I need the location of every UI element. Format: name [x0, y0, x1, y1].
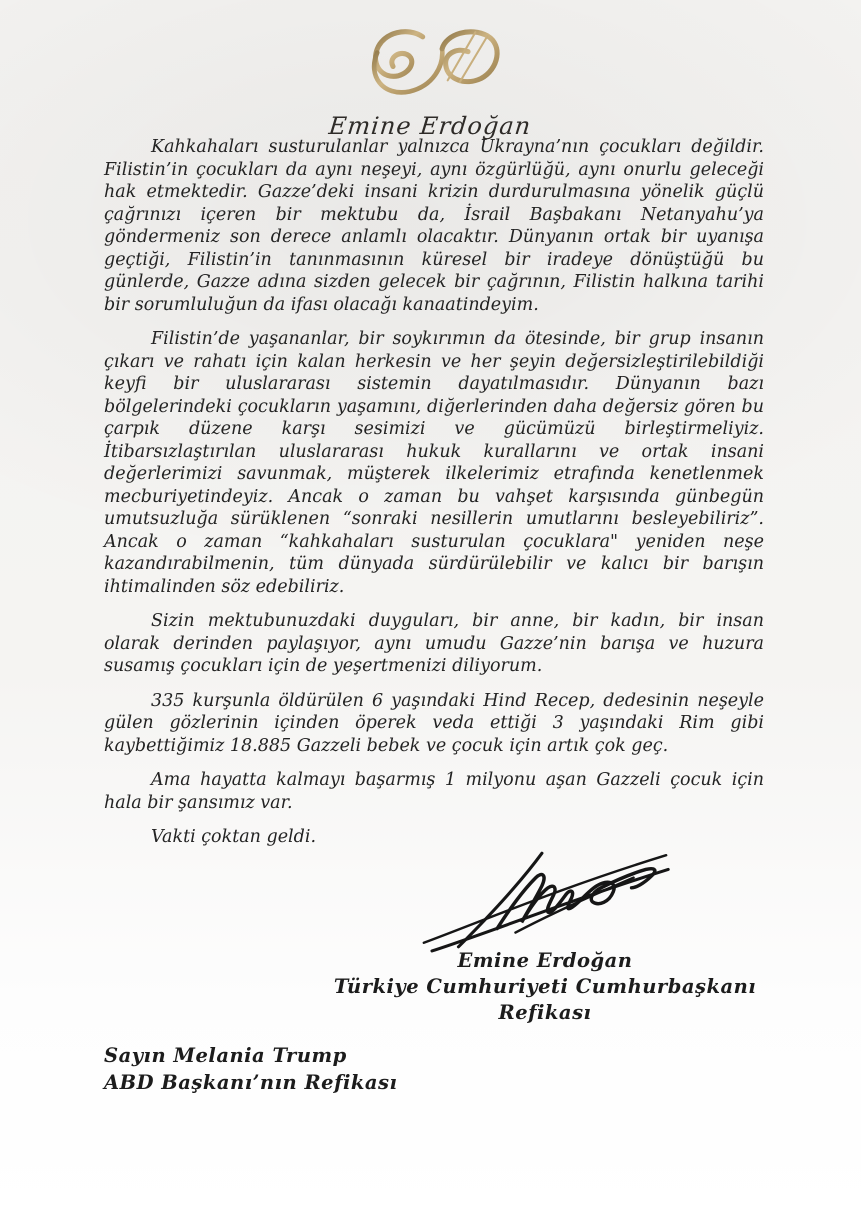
letter-paragraph: Filistin’de yaşananlar, bir soykırımın da ötesinde, bir grup insanın çıkarı ve rahatı için kalan herkesin ve her şeyin değersizleştirilebildiği keyfi bir uluslararası sistemin dayatılmasıdır. Dünyanın bazı bölgelerindeki çocukların yaşamını, diğerlerinden daha değersiz gören bu çarpık düzene karşı sesimizi ve gücümüzü birleştirmeliyiz. İtibarsızlaştırılan uluslararası hukuk kurallarını ve ortak insani değerlerimizi savunmak, müşterek ilkelerimiz etrafında kenetlenmek mecburiyetindeyiz. Ancak o zaman bu vahşet karşısında günbegün umutsuzluğa sürüklenen “sonraki nesillerin umutlarını besleyebiliriz”. Ancak o zaman “kahkahaları susturulan çocuklara" yeniden neşe kazandırabilmenin, tüm dünyada sürdürülebilir ve kalıcı bir barışın ihtimalinden söz edebiliriz.	[104, 329, 764, 597]
letter-paragraph: Sizin mektubunuzdaki duyguları, bir anne, bir kadın, bir insan olarak derinden paylaşıyor, aynı umudu Gazze’nin barışa ve huzura susamış çocukları için de yeşertmenizi diliyorum.	[104, 611, 764, 676]
signer-block	[285, 948, 805, 1026]
signer-name: Emine Erdoğan	[457, 949, 633, 972]
letterhead	[0, 22, 861, 140]
ee-monogram-icon	[351, 22, 511, 110]
recipient-block	[104, 1042, 397, 1096]
letter-paragraph: Ama hayatta kalmayı başarmış 1 milyonu aşan Gazzeli çocuk için hala bir şansımız var.	[104, 770, 764, 813]
letter-paragraph: Kahkahaları susturulanlar yalnızca Ukrayna’nın çocukları değildir. Filistin’in çocukları da aynı neşeyi, aynı özgürlüğü, aynı onurlu geleceği hak etmektedir. Gazze’deki insani krizin durdurulmasına yönelik güçlü çağrınızı içeren bir mektubu da, İsrail Başbakanı Netanyahu’ya göndermeniz son derece anlamlı olacaktır. Dünyanın ortak bir uyanışa geçtiği, Filistin’in tanınmasının küresel bir iradeye dönüştüğü bu günlerde, Gazze adına sizden gelecek bir çağrının, Filistin halkına tarihi bir sorumluluğun da ifası olacağı kanaatindeyim.	[104, 137, 764, 315]
letter-paragraph: Vakti çoktan geldi.	[151, 827, 317, 847]
recipient-title: ABD Başkanı’nın Refikası	[104, 1071, 398, 1094]
recipient-name: Sayın Melania Trump	[104, 1044, 347, 1067]
signature-area	[415, 843, 675, 955]
signer-title: Türkiye Cumhuriyeti Cumhurbaşkanı Refikası	[333, 975, 757, 1024]
letter-body	[104, 136, 764, 849]
handwritten-signature-icon	[415, 843, 675, 955]
letter-paragraph: 335 kurşunla öldürülen 6 yaşındaki Hind Recep, dedesinin neşeyle gülen gözlerinin içinden öperek veda ettiği 3 yaşındaki Rim gibi kaybettiğimiz 18.885 Gazzeli bebek ve çocuk için artık çok geç.	[104, 690, 764, 756]
letterhead-name: Emine Erdoğan	[327, 112, 534, 140]
